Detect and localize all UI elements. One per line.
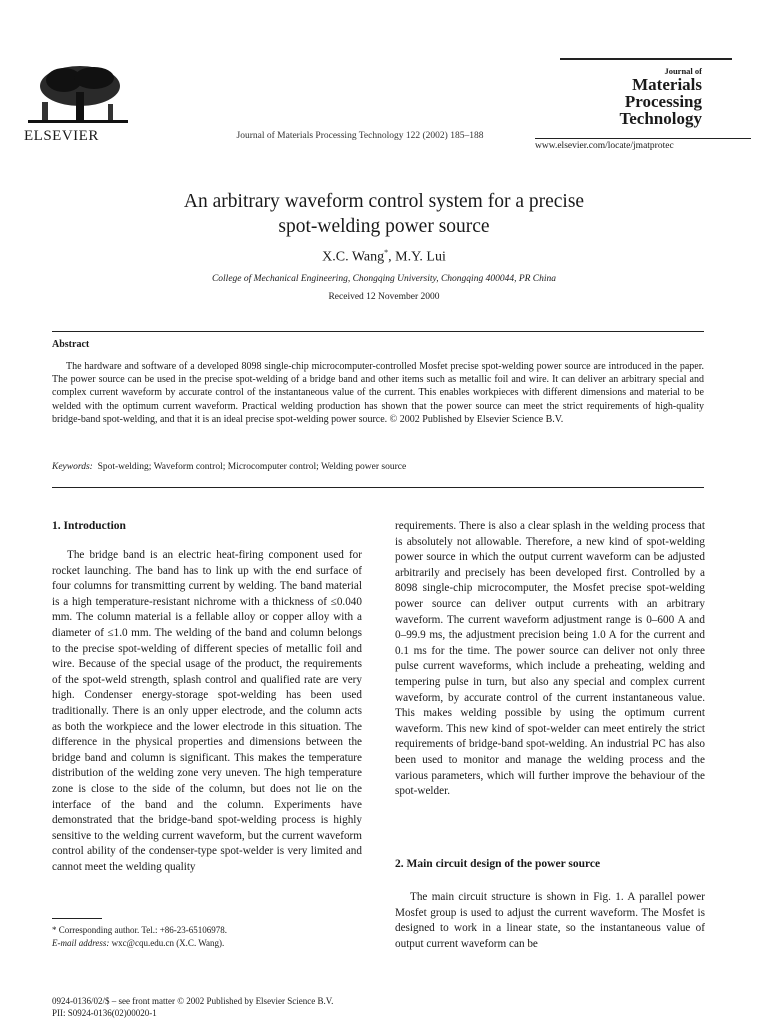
journal-name-line: Processing — [624, 92, 702, 111]
article-title — [60, 189, 708, 239]
journal-name-line: Materials — [632, 75, 702, 94]
email-address[interactable]: wxc@cqu.edu.cn (X.C. Wang). — [109, 937, 225, 948]
email-note — [52, 937, 362, 950]
section-heading-main-circuit: 2. Main circuit design of the power source — [395, 858, 601, 870]
abstract-top-rule — [52, 331, 704, 332]
footnote-rule — [52, 918, 102, 919]
journal-of-label: Journal of — [664, 66, 702, 76]
received-date: Received 12 November 2000 — [328, 292, 440, 302]
email-label: E-mail address: — [52, 937, 110, 948]
left-column — [52, 548, 362, 875]
issn-line: 0924-0136/02/$ – see front matter © 2002 Published by Elsevier Science B.V. — [52, 996, 334, 1006]
corresponding-author-note: * Corresponding author. Tel.: +86-23-65106978. — [52, 925, 228, 935]
front-matter — [52, 995, 452, 1019]
corresponding-mark: * — [384, 248, 389, 257]
journal-url[interactable]: www.elsevier.com/locate/jmatprotec — [535, 141, 674, 151]
keywords-label: Keywords: — [52, 462, 93, 472]
journal-masthead — [560, 58, 732, 127]
publisher-logo — [24, 62, 134, 145]
publisher-name: ELSEVIER — [24, 128, 99, 144]
title-line: An arbitrary waveform control system for a precise — [183, 191, 585, 212]
section2-body — [395, 890, 705, 952]
footnote — [52, 924, 362, 949]
masthead-rule — [560, 58, 732, 60]
url-rule — [535, 138, 751, 139]
author-wang: X.C. Wang — [322, 249, 385, 265]
authors — [100, 248, 668, 266]
abstract-text: The hardware and software of a developed 8098 single-chip microcomputer-controlled Mosfet precise spot-welding power source are introduced in the paper. The power source can be used in the precise spot-welding of a bridge band and other items such as metallic foil and wire. It can deliver an arbitrary special and complex current waveform by accurate control of the instantaneous value of the current. This enables workpieces with different dimensions and material to be welded with the optimum current waveform. Practical welding production has shown that the power source can meet the strict requirements of high-quality bridge-band spot-welding, and that it is an ideal precise spot-welding power source. © 2002 Published by Elsevier Science B.V. — [52, 361, 704, 425]
elsevier-tree-icon — [24, 62, 132, 126]
intro-paragraph: The bridge band is an electric heat-firing component used for rocket launching. The band has to link up with the end surface of four columns for transmitting current by welding. The band material is a high temperature-resistant nichrome with a thickness of ≤0.040 mm. The column material is a fellable alloy or copper alloy with a diameter of ≤1.0 mm. The welding of the band and column belongs to the precise spot-welding of different species of metallic foil and wire. Because of the special usage of the product, the requirements of the spot-weld strength, splash control and qualified rate are very high. Condenser energy-storage spot-welding has been used traditionally. There is an only upper electrode, and the column acts as both the workpiece and the lower electrode in this situation. The difference in the physical properties and dimensions between the bridge band and column is significant. This makes the temperature distribution of the welding zone very uneven. The high temperature zone is close to the side of the column, but does not lie on the interface of the band and the column. Experiments have demonstrated that the bridge-band spot-welding process is highly sensitive to the welding current waveform, but the current waveform control ability of the condenser-type spot-welder is very limited and cannot meet the welding quality — [52, 549, 362, 873]
author-lui: , M.Y. Lui — [388, 249, 446, 265]
journal-citation: Journal of Materials Processing Technology 122 (2002) 185–188 — [236, 131, 484, 141]
section2-paragraph: The main circuit structure is shown in Fig. 1. A parallel power Mosfet group is used to adjust the current waveform. The Mosfet is designed to work in a linear state, so the instantaneous value of output current waveform can be — [395, 891, 705, 950]
affiliation: College of Mechanical Engineering, Chongqing University, Chongqing 400044, PR China — [211, 274, 557, 284]
right-column — [395, 519, 705, 800]
keywords-list: Spot-welding; Waveform control; Microcomputer control; Welding power source — [97, 462, 407, 472]
intro-continuation: requirements. There is also a clear splash in the welding process that is absolutely not allowable. Therefore, a new kind of spot-welding power source in which the output current waveform can be adjusted arbitrarily and precisely has been developed first. Controlled by a 8098 single-chip microcomputer, the Mosfet precise spot-welding power source can deliver output currents with an arbitrary waveform. The current waveform adjustment range is 0–600 A and 0–99.9 ms, the adjustment precision being 1.0 A for the current and 0.1 ms for the time. The power source can deliver not only three pulse current waveforms, which include a preheating, welding and tempering pulse in turn, but also any special and complex current waveform, by accurate control of the current instantaneous value. This makes welding possible by using the optimum current waveform. This new kind of spot-welder can meet entirely the strict requirements of bridge-band spot-welding. An industrial PC has also been used to monitor and manage the welding process and the various parameters, which will further improve the behaviour of the spot-welder. — [395, 520, 705, 798]
pii-line: PII: S0924-0136(02)00020-1 — [52, 1008, 157, 1018]
keywords — [52, 462, 704, 472]
section-heading-introduction: 1. Introduction — [52, 520, 126, 532]
journal-name-line: Technology — [619, 109, 702, 128]
abstract-bottom-rule — [52, 487, 704, 488]
abstract-heading: Abstract — [52, 339, 90, 350]
title-line: spot-welding power source — [278, 216, 490, 237]
